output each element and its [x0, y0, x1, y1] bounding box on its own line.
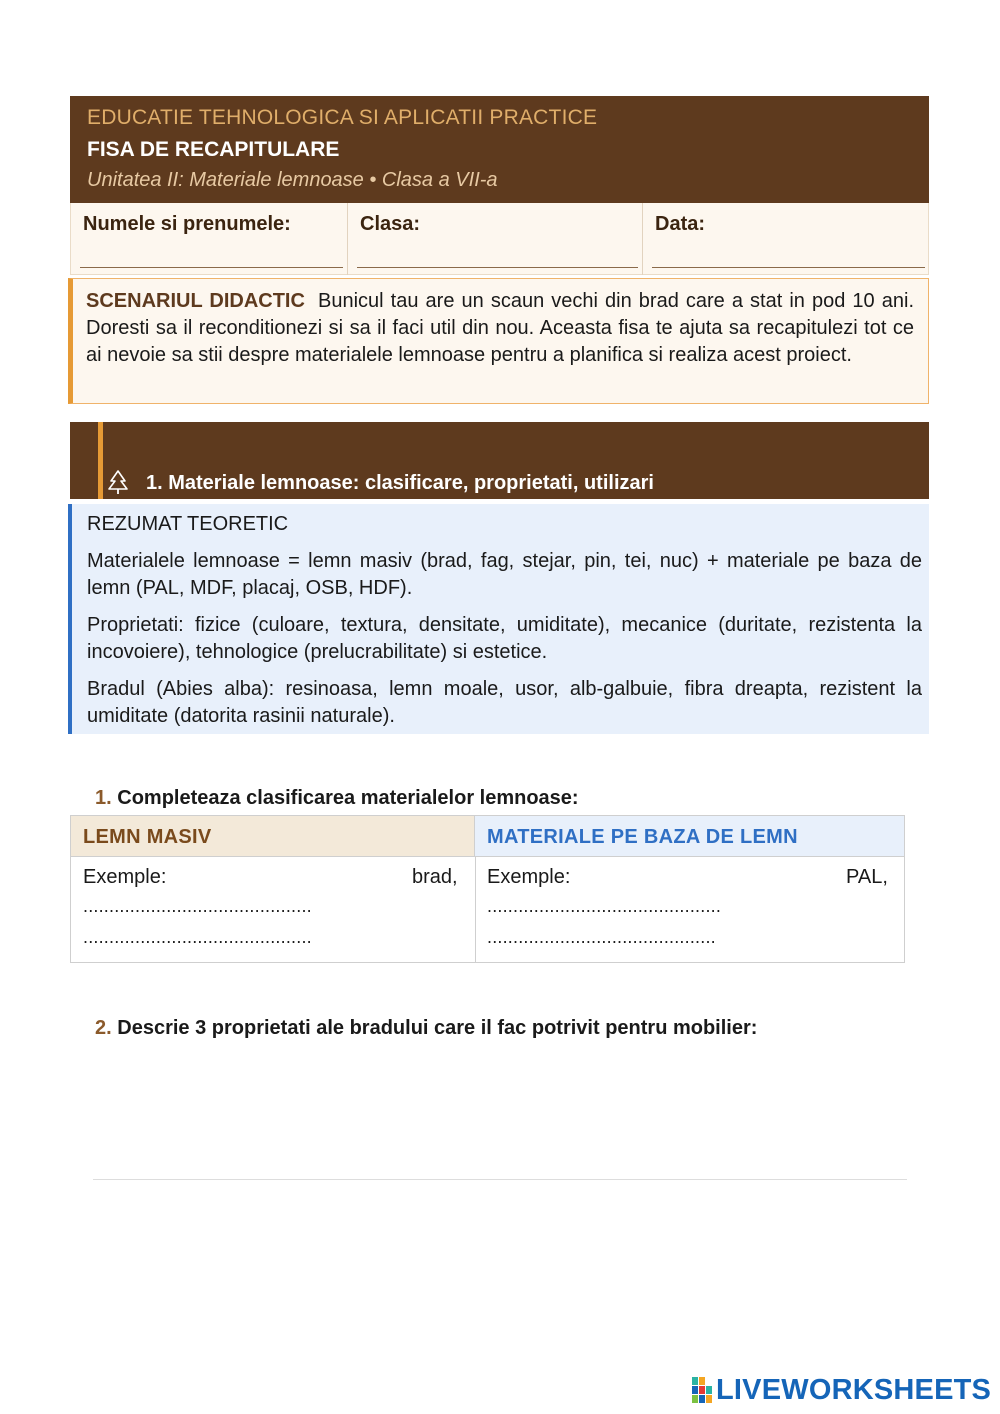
solid-wood-header: [71, 816, 475, 857]
solid-wood-example: brad,: [412, 866, 458, 888]
solid-wood-header-label: LEMN MASIV: [83, 826, 212, 848]
column-divider: [475, 857, 476, 963]
scenario-label: SCENARIUL DIDACTIC: [86, 290, 305, 312]
scenario-text: Bunicul tau are un scaun vechi din brad care a stat in pod 10 ani. Doresti sa il reconditionezi si sa il faci util din nou. Aceasta fisa te ajuta sa recapitulezi tot ce ai nevoie sa stii despre materialele lemnoase pentru a planifica si realiza acest proiect.: [86, 290, 914, 366]
solid-wood-examples-label: Exemple:: [83, 866, 167, 888]
theory-paragraph: Proprietati: fizice (culoare, textura, densitate, umiditate), mecanice (duritate, rezistenta la incovoiere), tehnologice (prelucrabilitate) si estetice.: [87, 614, 922, 663]
wood-based-answer-blank[interactable]: ............................................: [487, 927, 716, 947]
solid-wood-answer-blank[interactable]: ............................................: [83, 927, 312, 947]
exercise-2-answer-line[interactable]: [93, 1179, 907, 1180]
section-title: 1. Materiale lemnoase: clasificare, proprietati, utilizari: [146, 472, 654, 494]
date-answer-line[interactable]: [652, 267, 925, 268]
subject-title: EDUCATIE TEHNOLOGICA SI APLICATII PRACTICE: [87, 106, 598, 129]
class-label: Clasa:: [360, 213, 421, 235]
banner-accent: [98, 422, 103, 499]
exercise-1-title: [95, 787, 579, 810]
exercise-2-title: [95, 1017, 757, 1040]
wood-based-header: [475, 816, 904, 857]
exercise-number: 2.: [95, 1017, 112, 1039]
exercise-text: Descrie 3 proprietati ale bradului care il fac potrivit pentru mobilier:: [117, 1017, 758, 1039]
scenario-box: [68, 278, 929, 404]
name-answer-line[interactable]: [80, 267, 343, 268]
wood-based-answer-blank[interactable]: .............................................: [487, 896, 722, 916]
theory-box: [68, 504, 929, 734]
wood-based-header-label: MATERIALE PE BAZA DE LEMN: [487, 826, 798, 848]
theory-paragraph: Materialele lemnoase = lemn masiv (brad, fag, stejar, pin, tei, nuc) + materiale pe baza de lemn (PAL, MDF, placaj, OSB, HDF).: [87, 550, 922, 599]
sheet-title: FISA DE RECAPITULARE: [87, 138, 340, 161]
date-field[interactable]: [643, 203, 929, 275]
scenario-paragraph: [86, 288, 914, 369]
wood-based-example: PAL,: [846, 866, 888, 888]
theory-paragraph: Bradul (Abies alba): resinoasa, lemn moale, usor, alb-galbuie, fibra dreapta, rezistent la umiditate (datorita rasinii naturale).: [87, 678, 922, 727]
class-field[interactable]: [348, 203, 642, 275]
logo-text: LIVEWORKSHEETS: [716, 1374, 992, 1406]
date-label: Data:: [655, 213, 706, 235]
exercise-text: Completeaza clasificarea materialelor lemnoase:: [117, 787, 579, 809]
solid-wood-answer-blank[interactable]: ............................................: [83, 896, 312, 916]
exercise-number: 1.: [95, 787, 112, 809]
name-field[interactable]: [71, 203, 347, 275]
logo-mark-icon: [692, 1377, 714, 1403]
wood-based-examples-label: Exemple:: [487, 866, 571, 888]
theory-heading: REZUMAT TEORETIC: [87, 513, 289, 535]
section-banner: [70, 422, 929, 499]
tree-icon: [106, 469, 130, 495]
unit-subtitle: Unitatea II: Materiale lemnoase • Clasa a VII-a: [87, 169, 498, 191]
student-info-row: [70, 203, 929, 275]
worksheet-header: [70, 96, 929, 203]
name-label: Numele si prenumele:: [83, 213, 291, 235]
class-answer-line[interactable]: [357, 267, 638, 268]
classification-table: [70, 815, 905, 963]
